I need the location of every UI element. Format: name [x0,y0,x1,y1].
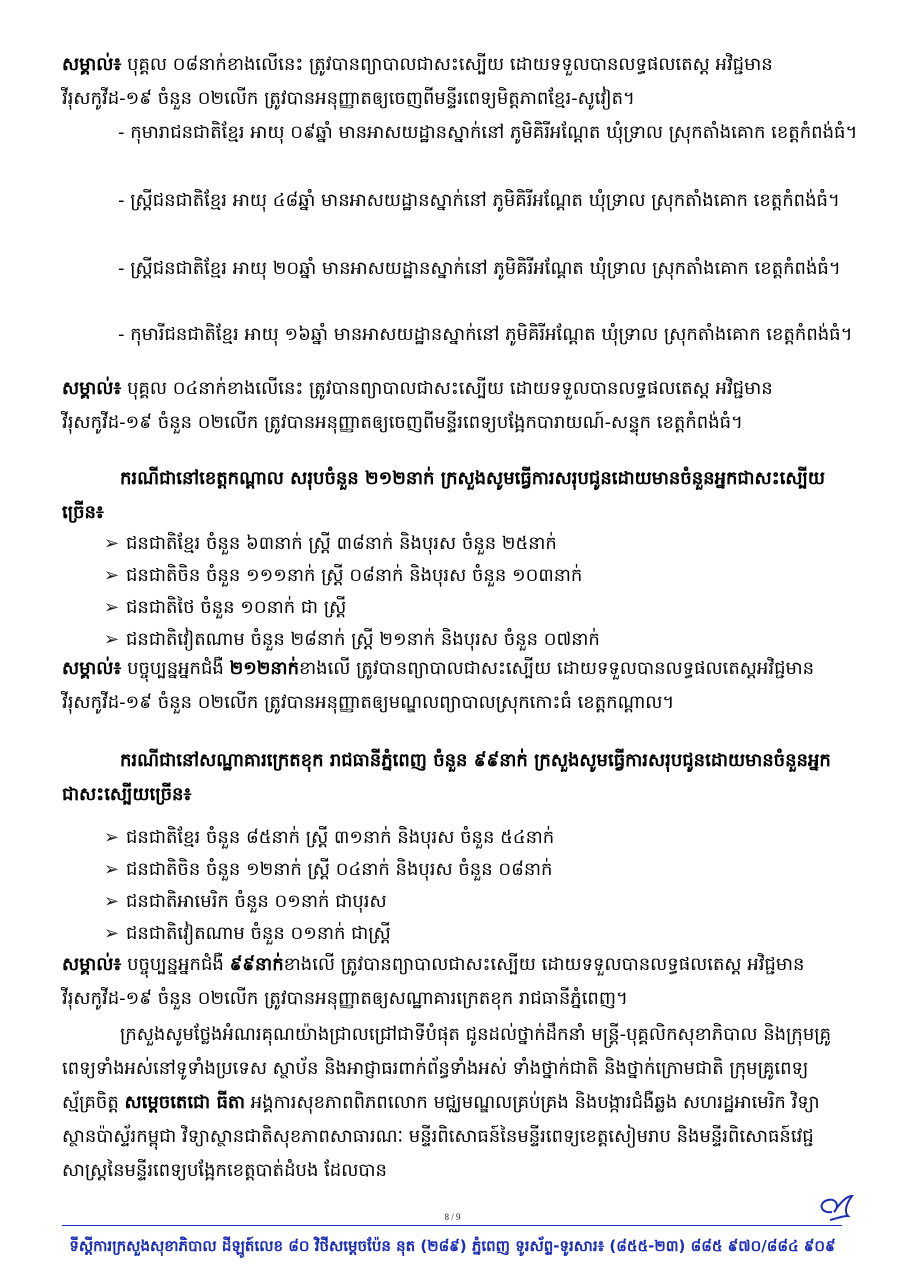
note-text: បុគ្គល ០៨នាក់ខាងលើនេះ ត្រូវបានព្យាបាលជាសះស្បើយ ដោយទទួលបានលទ្ធផលតេស្ត អវិជ្ជមាន វីរុសកូវីដ-១៩ ចំនួន ០២លើក ត្រូវបានអនុញ្ញាតឲ្យចេញពីមន្ទីរពេទ្យមិត្តភាពខ្មែរ-សូវៀត។ [62,54,773,109]
list-item [104,528,844,560]
list-item [104,886,844,918]
ack-text: អង្គការសុខភាពពិភពលោក មជ្ឈមណ្ឌលគ្រប់គ្រង និងបង្ការជំងឺឆ្លង សហរដ្ឋអាមេរិក វិទ្យាស្ថានប៉ាស្ទ័រកម្ពុជា វិទ្យាស្ថានជាតិសុខភាពសាធារណៈ មន្ទីរពិសោធន៍នៃមន្ទីរពេទ្យខេត្តសៀមរាប និងមន្ទីរពិសោធន៍វេជ្ជសាស្ត្រនៃមន្ទីរពេទ្យបង្អែកខេត្តបាត់ដំបង ដែលបាន [62,1092,820,1181]
acknowledgement-paragraph [62,1018,842,1188]
list-item [104,822,844,854]
list-item: - ស្ត្រីជនជាតិខ្មែរ អាយុ ២០ឆ្នាំ មានអាសយដ្ឋានស្នាក់នៅ ភូមិគិរីអណ្តែត ឃុំទ្រាល ស្រុកតាំងគោក ខេត្តកំពង់ធំ។ [118,258,841,279]
list-item-text: ជនជាតិវៀតណាម ចំនួន ២៨នាក់ ស្ត្រី ២១នាក់ និងបុរស ចំនួន ០៧នាក់ [126,629,600,650]
page-number: 8 / 9 [444,1212,461,1222]
arrow-bullet-icon: ➢ [104,597,120,618]
list-item-text: ជនជាតិចិន ចំនួន ១១១នាក់ ស្ត្រី ០៨នាក់ និងបុរស ចំនួន ១០៣នាក់ [126,565,583,586]
note-text: ខាងលើ ត្រូវបានព្យាបាលជាសះស្បើយ ដោយទទួលបានលទ្ធផលតេស្ត អវិជ្ជមាន វីរុសកូវីដ-១៩ ចំនួន ០២លើក ត្រូវបានអនុញ្ញាតឲ្យសណ្ឋាគារក្រេតខុក រាជធានីភ្នំពេញ។ [62,954,805,1009]
note-paragraph-3 [62,652,842,720]
arrow-bullet-icon: ➢ [104,891,120,912]
note-text: បុគ្គល ០៤នាក់ខាងលើនេះ ត្រូវបានព្យាបាលជាសះស្បើយ ដោយទទួលបានលទ្ធផលតេស្ត អវិជ្ជមាន វីរុសកូវីដ-១៩ ចំនួន ០២លើក ត្រូវបានអនុញ្ញាតឲ្យចេញពីមន្ទីរពេទ្យបង្អែកបារាយណ៍-សន្ទុក ខេត្តកំពង់ធំ។ [62,378,773,433]
note-text: បច្ចុប្បន្នអ្នកជំងឺ [127,658,230,679]
section-heading-kandal: ករណីជានៅខេត្តកណ្តាល សរុបចំនួន ២១២នាក់ ក្រសួងសូមធ្វើការសរុបជូនដោយមានចំនួនអ្នកជាសះស្បើយច្រើន៖ [62,468,825,523]
organization-name: សម្តេចតេជោ ធីតា [124,1092,246,1113]
arrow-bullet-icon: ➢ [104,629,120,650]
patient-count: ២១២នាក់ [229,658,299,679]
note-label: សម្គាល់៖ [62,378,122,399]
arrow-bullet-icon: ➢ [104,923,120,944]
list-item [104,560,844,592]
list-item-text: ជនជាតិខ្មែរ ចំនួន ៨៥នាក់ ស្ត្រី ៣១នាក់ និងបុរស ចំនួន ៥៤នាក់ [126,827,555,848]
list-item [104,854,844,886]
list-item-text: ជនជាតិខ្មែរ ចំនួន ៦៣នាក់ ស្ត្រី ៣៨នាក់ និងបុរស ចំនួន ២៥នាក់ [126,533,557,554]
list-item [104,918,844,950]
arrow-bullet-icon: ➢ [104,859,120,880]
arrow-bullet-icon: ➢ [104,533,120,554]
note-label: សម្គាល់៖ [62,658,122,679]
list-item: - ស្ត្រីជនជាតិខ្មែរ អាយុ ៤៨ឆ្នាំ មានអាសយដ្ឋានស្នាក់នៅ ភូមិគិរីអណ្តែត ឃុំទ្រាល ស្រុកតាំងគោក ខេត្តកំពង់ធំ។ [118,190,840,211]
note-label: សម្គាល់៖ [62,954,122,975]
note-paragraph-2 [62,372,842,440]
section-heading-phnom-penh: ករណីជានៅសណ្ឋាគារក្រេតខុក រាជធានីភ្នំពេញ ចំនួន ៩៩នាក់ ក្រសួងសូមធ្វើការសរុបជូនដោយមានចំនួនអ្នកជាសះស្បើយច្រើន៖ [62,750,831,805]
note-paragraph-4 [62,948,842,1016]
list-item: - កុមារាជនជាតិខ្មែរ អាយុ ០៩ឆ្នាំ មានអាសយដ្ឋានស្នាក់នៅ ភូមិគិរីអណ្តែត ឃុំទ្រាល ស្រុកតាំងគោក ខេត្តកំពង់ធំ។ [118,122,858,143]
note-text: ខាងលើ ត្រូវបានព្យាបាលជាសះស្បើយ ដោយទទួលបានលទ្ធផលតេស្តអវិជ្ជមាន វីរុសកូវីដ-១៩ ចំនួន ០២លើក ត្រូវបានអនុញ្ញាតឲ្យមណ្ឌលព្យាបាលស្រុកកោះធំ ខេត្តកណ្តាល។ [62,658,815,713]
footer-divider [62,1225,842,1226]
arrow-bullet-icon: ➢ [104,565,120,586]
list-item [104,592,844,624]
arrow-bullet-icon: ➢ [104,827,120,848]
footer-address: ទីស្តីការក្រសួងសុខាភិបាល ដីឡូត៍លេខ ៨០ វិថីសម្តេចប៉ែន នុត (២៨៩) ភ្នំពេញ ទូរស័ព្ទ-ទូរសារ៖ (៨៥៥-២៣) ៨៨៥ ៩៧០/៨៨៤ ៩០៩ [69,1237,836,1255]
note-paragraph-1 [62,48,842,116]
patient-count: ៩៩នាក់ [229,954,284,975]
list-item-text: ជនជាតិអាមេរិក ចំនួន ០១នាក់ ជាបុរស [126,891,387,912]
list-item-text: ជនជាតិចិន ចំនួន ១២នាក់ ស្ត្រី ០៤នាក់ និងបុរស ចំនួន ០៨នាក់ [126,859,553,880]
note-label: សម្គាល់៖ [62,54,122,75]
ack-text: ក្រសួងសូមថ្លែងអំណរគុណយ៉ាងជ្រាលជ្រៅជាទីបំផុត ជូនដល់ថ្នាក់ដឹកនាំ មន្ត្រី-បុគ្គលិកសុខាភិបាល និងក្រុមគ្រូពេទ្យទាំងអស់នៅទូទាំងប្រទេស ស្ថាប័ន និងអាជ្ញាធរពាក់ព័ន្ធទាំងអស់ ទាំងថ្នាក់ជាតិ និងថ្នាក់ក្រោមជាតិ ក្រុមគ្រូពេទ្យស្ម័គ្រចិត្ត [62,1024,832,1113]
list-item: - កុមារីជនជាតិខ្មែរ អាយុ ១៦ឆ្នាំ មានអាសយដ្ឋានស្នាក់នៅ ភូមិគិរីអណ្តែត ឃុំទ្រាល ស្រុកតាំងគោក ខេត្តកំពង់ធំ។ [118,324,853,345]
note-text: បច្ចុប្បន្នអ្នកជំងឺ [127,954,230,975]
list-item-text: ជនជាតិថៃ ចំនួន ១០នាក់ ជា ស្ត្រី [126,597,347,618]
list-item-text: ជនជាតិវៀតណាម ចំនួន ០១នាក់ ជាស្ត្រី [126,923,391,944]
